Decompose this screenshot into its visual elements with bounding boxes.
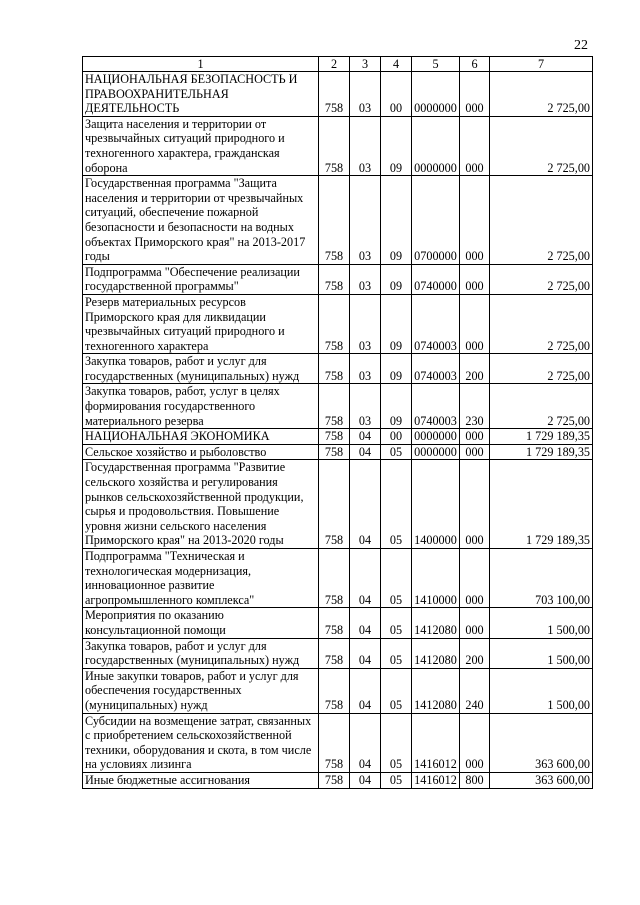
cell-col-3: 03 — [350, 176, 381, 265]
cell-amount: 2 725,00 — [490, 264, 593, 294]
cell-col-6: 800 — [460, 772, 490, 788]
cell-col-4: 05 — [381, 638, 412, 668]
cell-col-6: 000 — [460, 460, 490, 549]
cell-amount: 363 600,00 — [490, 713, 593, 772]
row-name: Государственная программа "Защита населения и территории от чрезвычайных ситуаций, обеспечение пожарной безопасности и безопасности на водных объектах Приморского края" на 2013-2017 годы — [83, 176, 319, 265]
cell-col-5: 0000000 — [412, 429, 460, 445]
cell-amount: 2 725,00 — [490, 354, 593, 384]
row-name: Государственная программа "Развитие сельского хозяйства и регулирования рынков сельскохозяйственной продукции, сырья и продовольствия. Повышение уровня жизни сельского населения Приморского края" на 2013-2020 годы — [83, 460, 319, 549]
cell-col-3: 03 — [350, 294, 381, 353]
budget-table — [82, 56, 593, 789]
cell-amount: 703 100,00 — [490, 549, 593, 608]
cell-col-6: 230 — [460, 384, 490, 429]
cell-col-5: 0000000 — [412, 72, 460, 117]
cell-col-4: 09 — [381, 384, 412, 429]
table-row — [83, 772, 593, 788]
cell-col-3: 04 — [350, 444, 381, 460]
cell-col-5: 0740003 — [412, 384, 460, 429]
cell-col-2: 758 — [319, 384, 350, 429]
cell-amount: 2 725,00 — [490, 384, 593, 429]
cell-col-6: 000 — [460, 713, 490, 772]
table-row — [83, 384, 593, 429]
cell-col-4: 09 — [381, 176, 412, 265]
cell-col-2: 758 — [319, 549, 350, 608]
cell-col-6: 000 — [460, 429, 490, 445]
cell-col-3: 04 — [350, 772, 381, 788]
cell-col-2: 758 — [319, 460, 350, 549]
cell-col-2: 758 — [319, 668, 350, 713]
cell-col-3: 04 — [350, 549, 381, 608]
page-number: 22 — [574, 38, 588, 53]
cell-col-6: 000 — [460, 176, 490, 265]
table-row — [83, 638, 593, 668]
header-col-7: 7 — [490, 57, 593, 72]
cell-col-2: 758 — [319, 264, 350, 294]
row-name: Резерв материальных ресурсов Приморского края для ликвидации чрезвычайных ситуаций природного и техногенного характера — [83, 294, 319, 353]
cell-col-5: 0740003 — [412, 354, 460, 384]
row-name: Защита населения и территории от чрезвычайных ситуаций природного и техногенного характера, гражданская оборона — [83, 116, 319, 175]
table-row — [83, 429, 593, 445]
cell-col-3: 04 — [350, 713, 381, 772]
cell-col-3: 03 — [350, 72, 381, 117]
cell-col-2: 758 — [319, 176, 350, 265]
cell-col-4: 09 — [381, 116, 412, 175]
cell-amount: 1 729 189,35 — [490, 429, 593, 445]
table-row — [83, 444, 593, 460]
row-name: Иные закупки товаров, работ и услуг для обеспечения государственных (муниципальных) нужд — [83, 668, 319, 713]
row-name: Закупка товаров, работ и услуг для государственных (муниципальных) нужд — [83, 354, 319, 384]
cell-col-4: 05 — [381, 713, 412, 772]
cell-amount: 363 600,00 — [490, 772, 593, 788]
cell-col-4: 09 — [381, 294, 412, 353]
cell-amount: 1 500,00 — [490, 668, 593, 713]
table-row — [83, 72, 593, 117]
header-col-1: 1 — [83, 57, 319, 72]
cell-col-6: 200 — [460, 638, 490, 668]
cell-col-6: 000 — [460, 116, 490, 175]
header-col-6: 6 — [460, 57, 490, 72]
cell-col-5: 1410000 — [412, 549, 460, 608]
cell-col-2: 758 — [319, 294, 350, 353]
row-name: Закупка товаров, работ и услуг для государственных (муниципальных) нужд — [83, 638, 319, 668]
cell-col-4: 05 — [381, 549, 412, 608]
cell-amount: 2 725,00 — [490, 116, 593, 175]
row-name: Закупка товаров, работ, услуг в целях формирования государственного материального резерва — [83, 384, 319, 429]
cell-col-5: 0000000 — [412, 444, 460, 460]
row-name: НАЦИОНАЛЬНАЯ ЭКОНОМИКА — [83, 429, 319, 445]
table-row — [83, 294, 593, 353]
row-name: Подпрограмма "Обеспечение реализации государственной программы" — [83, 264, 319, 294]
cell-col-4: 05 — [381, 608, 412, 638]
cell-col-3: 03 — [350, 384, 381, 429]
cell-col-6: 000 — [460, 72, 490, 117]
row-name: Мероприятия по оказанию консультационной помощи — [83, 608, 319, 638]
cell-col-3: 03 — [350, 116, 381, 175]
cell-col-2: 758 — [319, 713, 350, 772]
cell-col-5: 0740003 — [412, 294, 460, 353]
cell-col-2: 758 — [319, 444, 350, 460]
cell-col-5: 1416012 — [412, 713, 460, 772]
cell-col-4: 05 — [381, 460, 412, 549]
cell-col-3: 04 — [350, 460, 381, 549]
cell-col-6: 200 — [460, 354, 490, 384]
table-row — [83, 264, 593, 294]
cell-col-5: 1416012 — [412, 772, 460, 788]
cell-col-6: 000 — [460, 264, 490, 294]
cell-amount: 1 500,00 — [490, 638, 593, 668]
table-row — [83, 549, 593, 608]
table-row — [83, 668, 593, 713]
row-name: НАЦИОНАЛЬНАЯ БЕЗОПАСНОСТЬ И ПРАВООХРАНИТЕЛЬНАЯ ДЕЯТЕЛЬНОСТЬ — [83, 72, 319, 117]
cell-col-2: 758 — [319, 354, 350, 384]
cell-col-6: 000 — [460, 444, 490, 460]
cell-col-6: 000 — [460, 294, 490, 353]
cell-col-3: 04 — [350, 668, 381, 713]
cell-col-2: 758 — [319, 772, 350, 788]
cell-col-6: 000 — [460, 608, 490, 638]
cell-amount: 2 725,00 — [490, 176, 593, 265]
cell-col-4: 05 — [381, 772, 412, 788]
cell-col-4: 05 — [381, 444, 412, 460]
cell-col-3: 04 — [350, 608, 381, 638]
cell-col-6: 240 — [460, 668, 490, 713]
table-row — [83, 116, 593, 175]
cell-col-5: 1412080 — [412, 668, 460, 713]
row-name: Иные бюджетные ассигнования — [83, 772, 319, 788]
cell-col-3: 03 — [350, 264, 381, 294]
cell-amount: 1 729 189,35 — [490, 444, 593, 460]
cell-col-4: 09 — [381, 264, 412, 294]
table-row — [83, 176, 593, 265]
header-row — [83, 57, 593, 72]
cell-col-2: 758 — [319, 116, 350, 175]
header-col-2: 2 — [319, 57, 350, 72]
cell-amount: 1 729 189,35 — [490, 460, 593, 549]
cell-col-4: 00 — [381, 429, 412, 445]
cell-col-2: 758 — [319, 72, 350, 117]
cell-col-6: 000 — [460, 549, 490, 608]
cell-amount: 2 725,00 — [490, 294, 593, 353]
header-col-4: 4 — [381, 57, 412, 72]
table-row — [83, 608, 593, 638]
cell-col-5: 0740000 — [412, 264, 460, 294]
cell-col-5: 1412080 — [412, 608, 460, 638]
cell-col-3: 03 — [350, 354, 381, 384]
row-name: Сельское хозяйство и рыболовство — [83, 444, 319, 460]
header-col-5: 5 — [412, 57, 460, 72]
cell-col-5: 0000000 — [412, 116, 460, 175]
cell-col-2: 758 — [319, 429, 350, 445]
cell-col-4: 00 — [381, 72, 412, 117]
cell-col-2: 758 — [319, 638, 350, 668]
row-name: Субсидии на возмещение затрат, связанных с приобретением сельскохозяйственной техники, оборудования и скота, в том числе на условиях лизинга — [83, 713, 319, 772]
header-col-3: 3 — [350, 57, 381, 72]
table-row — [83, 713, 593, 772]
cell-col-3: 04 — [350, 429, 381, 445]
table-row — [83, 460, 593, 549]
cell-amount: 2 725,00 — [490, 72, 593, 117]
row-name: Подпрограмма "Техническая и технологическая модернизация, инновационное развитие агропромышленного комплекса" — [83, 549, 319, 608]
cell-col-4: 05 — [381, 668, 412, 713]
cell-col-2: 758 — [319, 608, 350, 638]
cell-col-4: 09 — [381, 354, 412, 384]
table-row — [83, 354, 593, 384]
cell-col-3: 04 — [350, 638, 381, 668]
cell-col-5: 1412080 — [412, 638, 460, 668]
cell-col-5: 0700000 — [412, 176, 460, 265]
cell-amount: 1 500,00 — [490, 608, 593, 638]
cell-col-5: 1400000 — [412, 460, 460, 549]
